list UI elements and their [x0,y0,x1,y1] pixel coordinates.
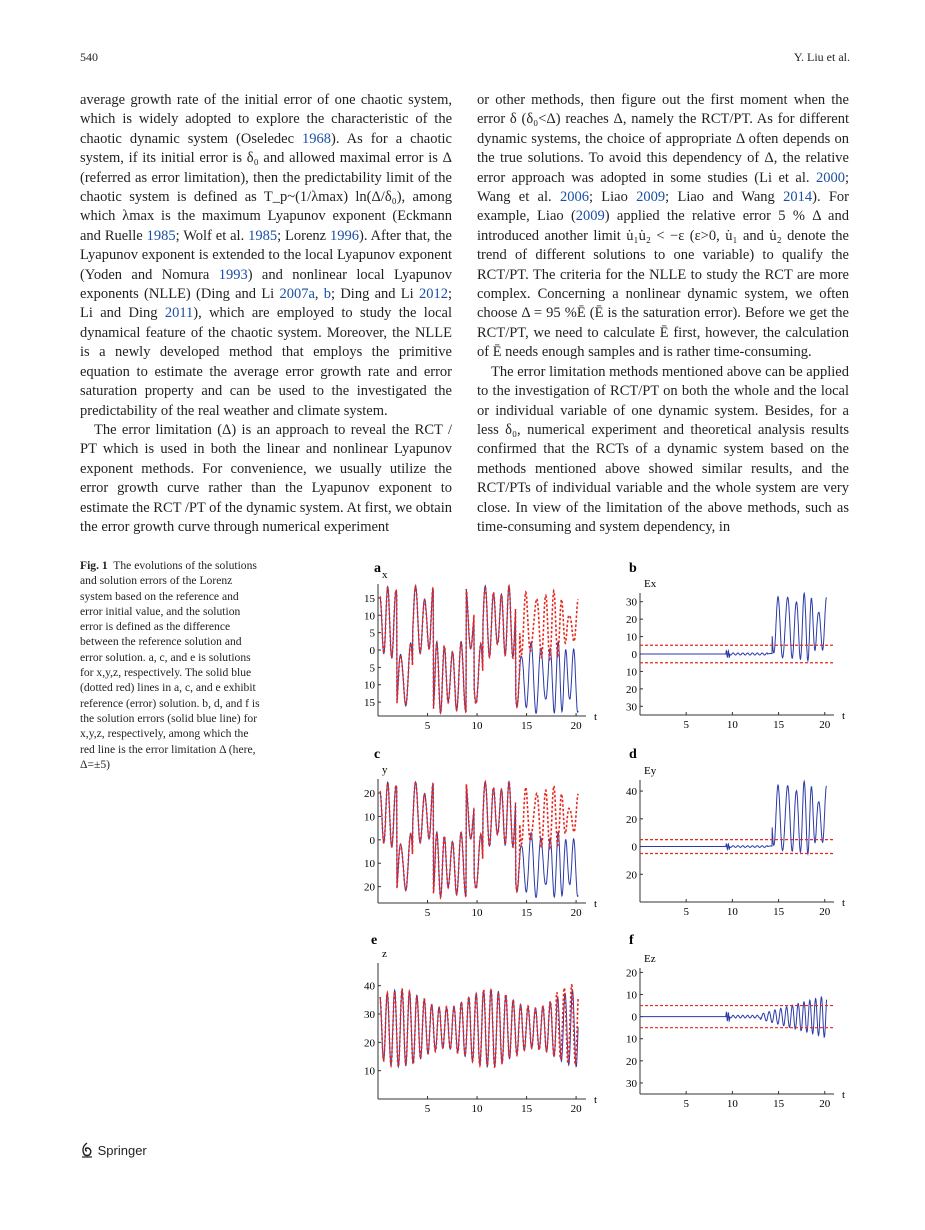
x-tick-label-f: 15 [773,1098,785,1110]
x-tick-label-b: 15 [773,719,785,731]
axis-ylabel-b: Ex [644,578,657,590]
citation-link[interactable]: 1996 [329,227,359,244]
x-tick-label-a: 10 [471,720,483,732]
panel-label-d: d [629,747,637,762]
text-run: ; Lorenz [277,227,330,244]
text-run: ) and nonlinear local Lyapunov exponents (NLLE) (Ding and Li [80,266,452,303]
running-head: Y. Liu et al. [793,50,850,64]
y-tick-label-f: 0 [631,1011,637,1024]
citation-link[interactable]: 1993 [218,266,248,283]
text-run: , [314,286,324,303]
x-tick-label-a: 5 [424,720,431,732]
y-tick-label-a: 5 [369,627,375,640]
citation-link[interactable]: 2009 [575,208,605,225]
axis-ylabel-a: x [382,569,388,581]
panel-label-a: a [374,561,381,576]
x-tick-label-f: 5 [683,1098,689,1110]
x-tick-label-d: 10 [726,906,738,918]
text-run: ; Ding and Li [331,286,419,303]
text-run: ), which are employed to study the local dynamical feature of the chaotic system. Moreover, the NLLE is a newly developed method that employs the primitive equation to estimate the average error growth rate and error saturation property and can be used to the investigated the predictability of the real weather and climate system. [80,305,452,419]
axis-xlabel-c: t [594,898,598,910]
panel-label-f: f [629,933,634,948]
y-tick-label-f: 10 [626,1033,637,1046]
y-tick-label-f: 30 [626,1077,637,1090]
panel-label-b: b [629,561,637,576]
citation-link[interactable]: 2012 [418,286,448,303]
y-tick-label-b: 10 [626,666,637,679]
x-tick-label-d: 5 [683,906,689,918]
text-run: ) applied the relative error 5 % Δ and introduced another limit u̇₁u̇₂ < −ε (ε>0, u̇₁ and u̇₂ denote the trend of different solutions to one variable) to qualify the RCT/PT. The criteria for the NLLE to study the RCT are more complex. Concerning a nonlinear dynamic system, we often choose Δ = 95 %Ē (Ē is the saturation error). Before we get the RCT/PT, we need to calculate Ē first, however, the calculation of Ē needs enough samples and is rather time-consuming. [477,208,849,361]
x-tick-label-e: 20 [570,1103,582,1115]
y-tick-label-c: 10 [364,858,375,871]
series-error-f [642,997,827,1037]
axis-xlabel-b: t [842,710,846,722]
x-tick-label-b: 10 [726,719,738,731]
x-tick-label-d: 15 [773,906,785,918]
citation-link[interactable]: 2014 [783,189,813,206]
text-run: ). As for a chaotic system, if its initial error is δ₀ and allowed maximal error is Δ (referred as error limitation), then the predictability limit of the chaotic system is defined as T_p~(1/λmax) ln(Δ/δ₀), among which λmax is the maximum Lyapunov exponent (Eckmann and Ruelle [80,130,452,244]
x-tick-label-a: 15 [521,720,533,732]
x-tick-label-c: 15 [521,907,533,919]
y-tick-label-b: 30 [626,596,637,609]
series-error-b [642,593,827,661]
citation-link[interactable]: 1985 [146,227,176,244]
y-tick-label-d: 20 [626,813,637,826]
y-tick-label-f: 20 [626,967,637,980]
y-tick-label-d: 0 [631,841,637,854]
x-tick-label-e: 10 [471,1103,483,1115]
axis-ylabel-f: Ez [644,953,656,965]
x-tick-label-a: 20 [570,720,582,732]
series-error-d [642,781,827,854]
text-run: ; Liao and Wang [665,189,784,206]
figure-label: Fig. 1 [80,559,108,572]
x-tick-label-c: 20 [570,907,582,919]
text-run: average growth rate of the initial error of one chaotic system, which is widely adopted to explore the characteristic of the chaotic dynamic system (Oseledec [80,92,452,147]
y-tick-label-b: 20 [626,683,637,696]
text-run: ). For example, Liao ( [477,189,850,225]
axis-xlabel-f: t [842,1089,846,1101]
right-paragraph-2: The error limitation methods mentioned above can be applied to the investigation of RCT/PT on both the whole and the local or individual variable of one dynamic system. Besides, for a less δ₀, numerical experiment and theoretical analysis results confirmed that the RCTs of a dynamic system based on the methods mentioned above showed similar results, and the RCT/PTs of individual variable and the whole system are very close. In view of the limitation of the above methods, such as time-consuming and system dependency, in [477,363,849,535]
y-tick-label-b: 0 [631,649,637,661]
axis-ylabel-d: Ey [644,765,657,777]
y-tick-label-a: 15 [364,697,375,710]
x-tick-label-e: 5 [424,1103,431,1115]
y-tick-label-a: 15 [364,592,375,605]
text-run: ; Li and Ding [80,286,452,322]
x-tick-label-e: 15 [521,1103,533,1115]
citation-link[interactable]: 1968 [302,130,332,147]
figure-caption-text: The evolutions of the solutions and solution errors of the Lorenz system based on the reference and error initial value, and the solution error is defined as the difference between the reference solution and error solution. a, c, and e is solutions for x,y,z, respectively. The solid blue (dotted red) lines in a, c, and e exhibit reference (error) solution. b, d, and f is the solution errors (solid blue line) for x,y,z, respectively, among which the red line is the error limitation Δ (here, Δ=±5) [80,559,260,771]
y-tick-label-c: 10 [364,811,375,824]
axis-xlabel-d: t [842,897,846,909]
y-tick-label-e: 30 [364,1009,375,1021]
x-tick-label-b: 20 [819,719,831,731]
text-run: ; Liao [588,189,637,206]
y-tick-label-b: 20 [626,614,637,627]
citation-link[interactable]: 2011 [164,305,194,322]
panel-label-e: e [371,933,378,948]
y-tick-label-c: 0 [369,834,375,847]
y-tick-label-e: 10 [364,1065,375,1078]
citation-link[interactable]: 2007a [279,286,315,303]
citation-link[interactable]: b [323,286,332,303]
x-tick-label-d: 20 [819,906,831,918]
left-paragraph-2: The error limitation (Δ) is an approach to reveal the RCT / PT which is used in both the linear and nonlinear Lyapunov exponent methods. For convenience, we usually utilize the error growth curve rather than the Lyapunov exponent to estimate the RCT /PT of the dynamic system. At first, we obtain the error growth curve through numerical experiment [80,421,452,535]
axis-xlabel-a: t [594,711,598,723]
x-tick-label-c: 10 [471,907,483,919]
x-tick-label-c: 5 [424,907,431,919]
y-tick-label-f: 20 [626,1055,637,1068]
text-run: or other methods, then figure out the first moment when the error δ (δ₀<Δ) reaches Δ, namely the RCT/PT. As for different dynamic systems, the choice of appropriate Δ often depends on the true solutions. To avoid this dependency of Δ, the relative error approach was adopted in some studies (Li et al. [477,92,849,186]
y-tick-label-d: 20 [626,869,637,882]
y-tick-label-f: 10 [626,989,637,1002]
series-reference-e [380,990,578,1067]
page-number: 540 [80,50,98,64]
y-tick-label-e: 20 [364,1037,375,1050]
y-tick-label-a: 5 [369,662,375,675]
axis-ylabel-c: y [382,764,388,776]
x-tick-label-b: 5 [683,719,689,731]
citation-link[interactable]: 2000 [815,169,845,186]
axis-xlabel-e: t [594,1094,598,1106]
panel-label-c: c [374,747,381,762]
y-tick-label-c: 20 [364,881,375,894]
text-run: ; Wang et al. [477,169,849,206]
x-tick-label-f: 20 [819,1098,831,1110]
text-run: ). After that, the Lyapunov exponent is extended to the local Lyapunov exponent (Yoden and Nomura [80,227,452,283]
text-run: ; Wolf et al. [175,227,249,244]
publisher-name: Springer [97,1143,147,1158]
y-tick-label-c: 20 [364,788,375,801]
axis-ylabel-e: z [382,948,387,960]
x-tick-label-f: 10 [726,1098,738,1110]
y-tick-label-a: 10 [364,679,375,692]
y-tick-label-d: 40 [626,786,637,799]
y-tick-label-b: 10 [626,631,637,644]
y-tick-label-a: 0 [369,645,375,657]
y-tick-label-e: 40 [364,980,375,993]
citation-link[interactable]: 1985 [248,227,278,244]
y-tick-label-a: 10 [364,610,375,623]
citation-link[interactable]: 2006 [559,189,589,206]
series-error-a [380,586,578,713]
springer-logo-icon [80,1142,94,1158]
citation-link[interactable]: 2009 [636,189,666,206]
footer [80,1142,147,1158]
y-tick-label-b: 30 [626,701,637,714]
